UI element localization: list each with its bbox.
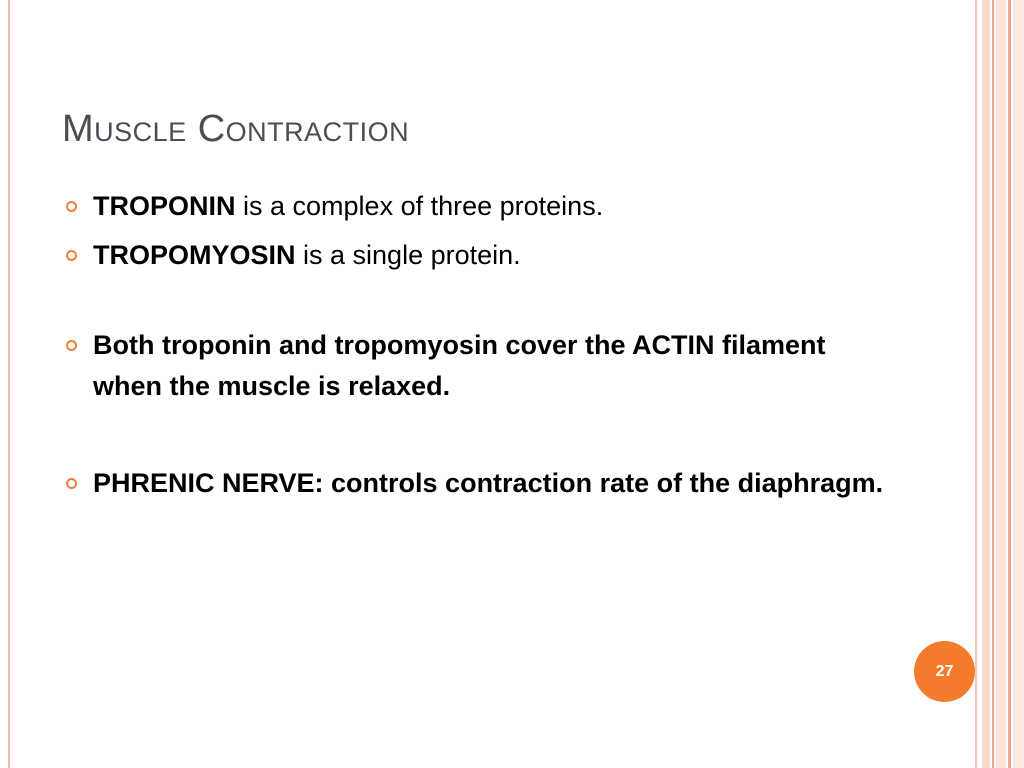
bullet-text: is a single protein.: [295, 240, 521, 270]
bullet-item: [64, 235, 894, 276]
bullet-item: [64, 463, 894, 504]
page-number-badge: 27: [914, 641, 975, 702]
right-decorative-stripe: [1013, 0, 1024, 768]
bullet-bold-text: Both troponin and tropomyosin cover the ACTIN filament when the muscle is relaxed.: [93, 330, 826, 401]
left-decorative-stripe: [8, 0, 10, 768]
right-decorative-stripe: [992, 0, 994, 768]
bullet-item: [64, 325, 894, 407]
bullet-circle-icon: [66, 250, 77, 261]
right-decorative-stripe: [982, 0, 990, 768]
bullet-bold-text: TROPONIN: [93, 191, 236, 221]
bullet-text: is a complex of three proteins.: [235, 191, 604, 221]
right-decorative-stripe: [975, 0, 977, 768]
right-decorative-stripe: [996, 0, 1006, 768]
bullet-circle-icon: [66, 340, 77, 351]
bullet-bold-text: PHRENIC NERVE: controls contraction rate of the diaphragm.: [93, 468, 884, 498]
bullet-list: [64, 186, 894, 504]
bullet-circle-icon: [66, 201, 77, 212]
slide-title: Muscle Contraction: [62, 108, 410, 150]
right-decorative-stripe: [1008, 0, 1011, 768]
bullet-bold-text: TROPOMYOSIN: [93, 240, 296, 270]
bullet-item: [64, 186, 894, 227]
bullet-circle-icon: [66, 478, 77, 489]
